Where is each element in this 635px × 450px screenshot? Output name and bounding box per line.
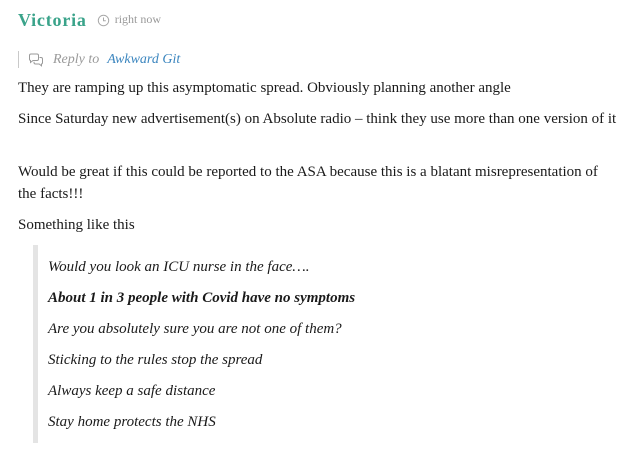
timestamp-text: right now bbox=[114, 12, 162, 26]
comment-paragraph: They are ramping up this asymptomatic spread. Obviously planning another angle bbox=[18, 80, 511, 96]
quote-line: Always keep a safe distance bbox=[48, 383, 216, 399]
reply-to-label: Reply to bbox=[53, 51, 100, 67]
author-name[interactable]: Victoria bbox=[18, 10, 87, 30]
comment-paragraph: Since Saturday new advertisement(s) on Absolute radio – think they use more than one version of it bbox=[18, 111, 617, 127]
quote-line: Would you look an ICU nurse in the face…. bbox=[48, 259, 310, 275]
comment-paragraph: Would be great if this could be reported to the ASA because this is a blatant misrepresentation of the facts!!! bbox=[18, 164, 598, 202]
comment-paragraph: Something like this bbox=[18, 217, 135, 233]
comment-header bbox=[18, 10, 161, 31]
quote-line: Sticking to the rules stop the spread bbox=[48, 352, 263, 368]
reply-context bbox=[18, 51, 180, 68]
reply-target-link[interactable]: Awkward Git bbox=[107, 51, 181, 67]
blockquote bbox=[33, 245, 618, 443]
quote-line: Stay home protects the NHS bbox=[48, 414, 216, 430]
quote-line: Are you absolutely sure you are not one of them? bbox=[48, 321, 342, 337]
speech-bubbles-icon bbox=[28, 53, 44, 67]
quote-line-emphasis: About 1 in 3 people with Covid have no symptoms bbox=[48, 290, 356, 306]
comment-timestamp[interactable] bbox=[97, 12, 161, 27]
clock-icon bbox=[97, 14, 110, 27]
